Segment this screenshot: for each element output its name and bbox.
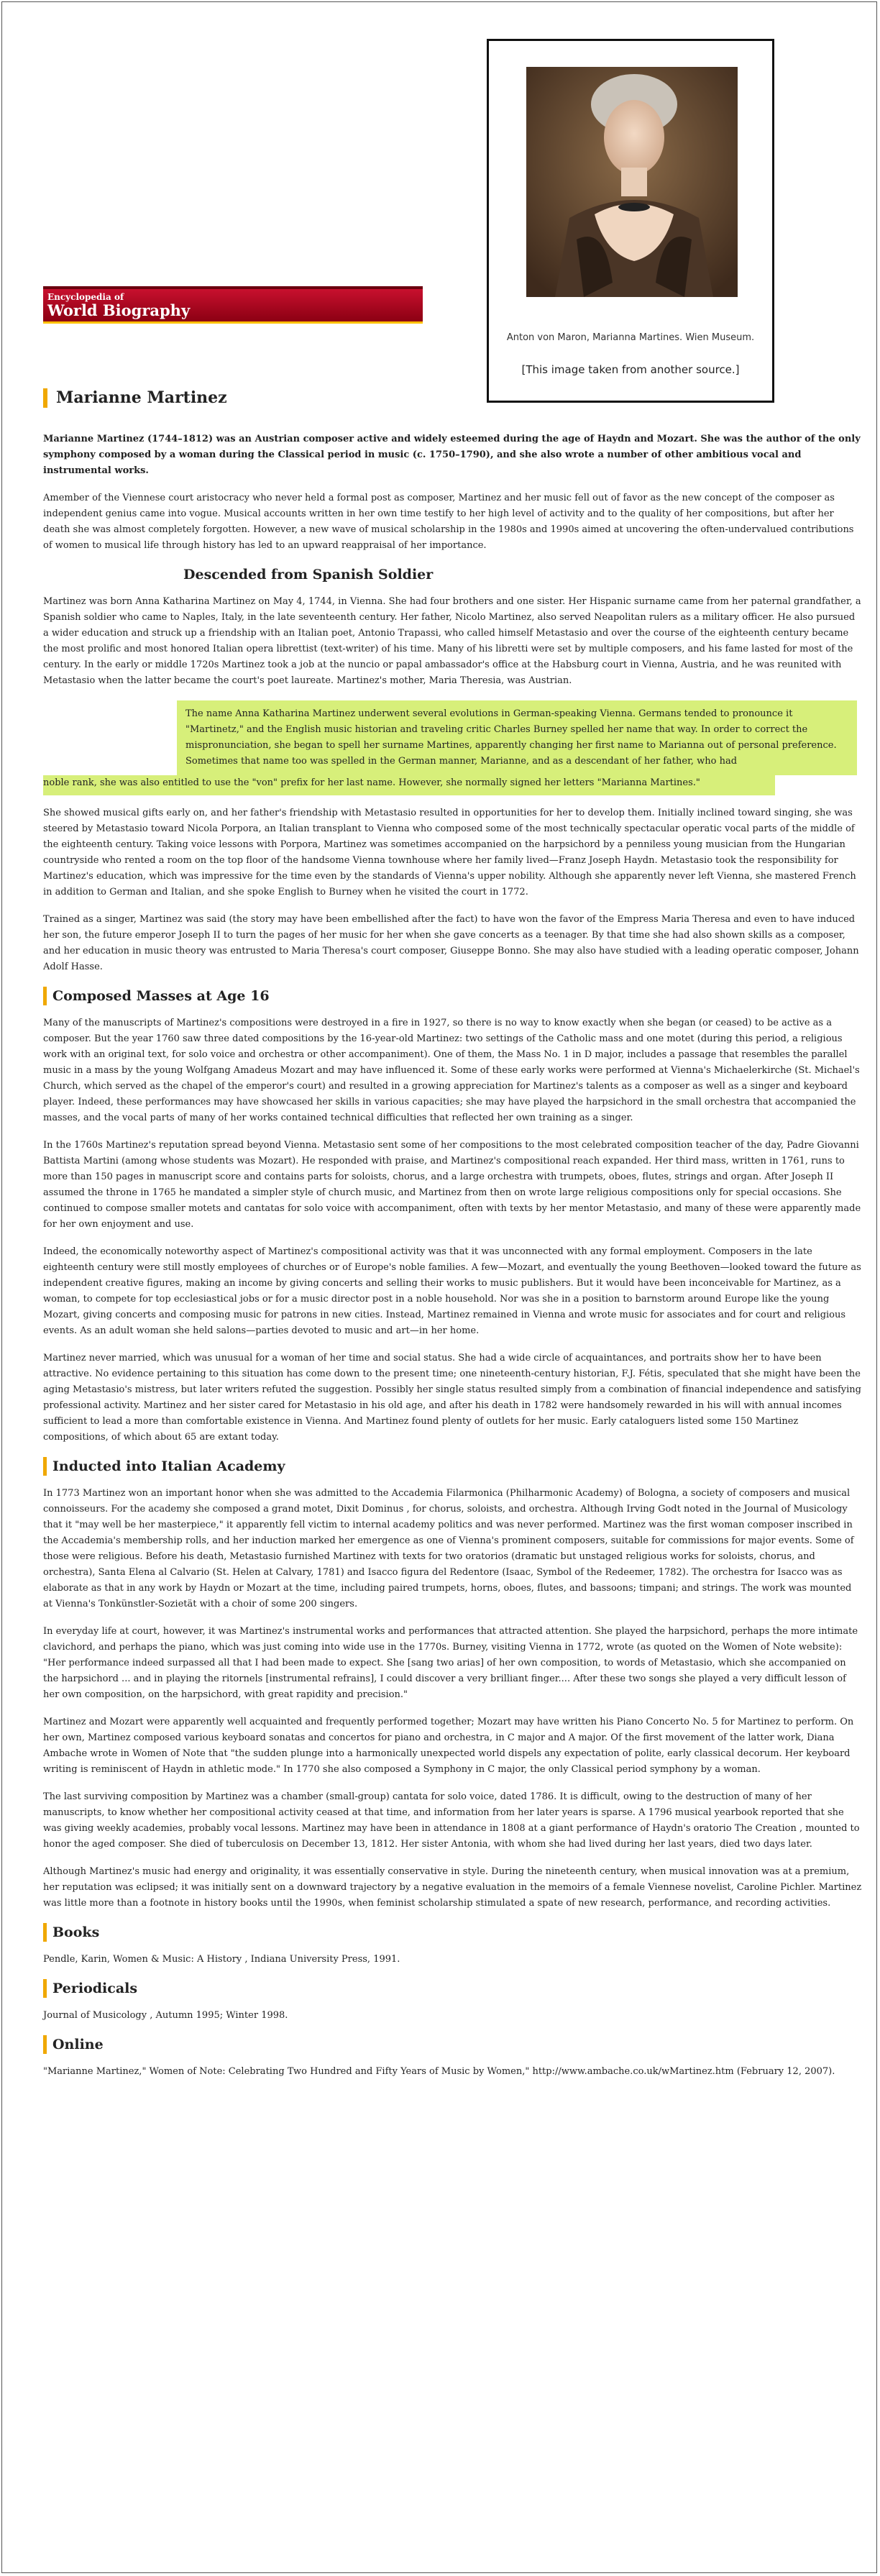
intro-paragraph: Amember of the Viennese court aristocracy who never held a formal post as composer, Martinez and her music fell out of favor as the new concept of the composer as independent genius came into vogue. Musical accounts written in her own time testify to her high level of activity and to the quality of her compositions, but after her death she was almost completely forgotten. However, a new wave of musical scholarship in the 1980s and 1990s aimed at uncovering the often-undervalued contributions of women to musical life through history has led to an upward reappraisal of her importance. (43, 493, 854, 551)
paragraph: Trained as a singer, Martinez was said (the story may have been embellished after the fact) to have won the favor of the Empress Maria Theresa and even to have induced her son, the future emperor Joseph II to turn the pages of her music for her when she gave concerts as a teenager. By that time she had also shown skills as a composer, and her education in music theory was entrusted to Maria Theresa's court composer, Giuseppe Bonno. She may also have studied with a leading operatic composer, Johann Adolf Hasse. (43, 914, 859, 972)
books-entry: Pendle, Karin, Women & Music: A History , Indiana University Press, 1991. (43, 1954, 400, 1965)
section-heading-online: Online (43, 2035, 863, 2054)
paragraph: Although Martinez's music had energy and originality, it was essentially conservative in style. During the nineteenth century, when musical innovation was at a premium, her reputation was eclipsed; it was initially sent on a downward trajectory by a negative evaluation in the memoirs of a female Viennese novelist, Caroline Pichler. Martinez was little more than a footnote in history books until the 1990s, when feminist scholarship stimulated a spate of new research, performance, and recording activities. (43, 1866, 862, 1909)
paragraph: Many of the manuscripts of Martinez's compositions were destroyed in a fire in 1927, so there is no way to know exactly when she began (or ceased) to be active as a composer. But the year 1760 saw three dated compositions by the 16-year-old Martinez: two settings of the Catholic mass and one motet (during this period, a religious work with an original text, for solo voice and orchestra or other accompaniment). One of them, the Mass No. 1 in D major, includes a passage that resembles the parallel music in a mass by the young Wolfgang Amadeus Mozart and may have influenced it. Some of these early works were performed at Vienna's Michaelerkirche (St. Michael's Church, which served as the chapel of the emperor's court) and resulted in a growing appreciation for Martinez's talents as a composer as well as a singer and keyboard player. Indeed, these performances may have showcased her skills in various capacities; she may have played the harpsichord in the small orchestra that accompanied the masses, and the vocal parts of many of her works contained technical difficulties that reflected her own training as a singer. (43, 1018, 860, 1123)
page-title: Marianne Martinez (43, 388, 227, 408)
highlighted-text (185, 706, 848, 769)
article-body (43, 431, 863, 2091)
paragraph: In the 1760s Martinez's reputation spread beyond Vienna. Metastasio sent some of her compositions to the most celebrated composition teacher of the day, Padre Giovanni Battista Martini (among whose students was Mozart). He responded with praise, and Martinez's compositional reach expanded. Her third mass, written in 1761, runs to more than 150 pages in manuscript score and contains parts for soloists, chorus, and a large orchestra with trumpets, oboes, flutes, strings and organ. After Joseph II assumed the throne in 1765 he mandated a simpler style of church music, and Martinez from then on wrote large religious compositions only for special occasions. She continued to compose smaller motets and cantatas for solo voice with accompaniment, often with texts by her mentor Metastasio, and many of these were apparently made for her own enjoyment and use. (43, 1140, 861, 1230)
highlight-tail: noble rank, she was also entitled to use the "von" prefix for her last name. However, she normally signed her letters "Marianna Martines." (43, 775, 775, 795)
paragraph: She showed musical gifts early on, and her father's friendship with Metastasio resulted in opportunities for her to develop them. Initially inclined toward singing, she was steered by Metastasio toward Nicola Porpora, an Italian transplant to Vienna who composed some of the most technically spectacular operatic vocal parts of the middle of the eighteenth century. Taking voice lessons with Porpora, Martinez was sometimes accompanied on the harpsichord by a penniless young musician from the Hungarian countryside who rented a room on the top floor of the handsome Vienna townhouse where her family lived—Franz Joseph Haydn. Metastasio took the responsibility for Martinez's education, which was impressive for the time even by the standards of Vienna's upper nobility. Although she apparently never left Vienna, she mastered French in addition to German and Italian, and she spoke English to Burney when he visited the court in 1772. (43, 808, 856, 898)
section-heading-masses: Composed Masses at Age 16 (43, 987, 863, 1005)
encyclopedia-logo (43, 286, 423, 324)
image-source-link[interactable]: [This image taken from another source.] (521, 363, 740, 376)
highlight-main: The name Anna Katharina Martinez underwent several evolutions in German-speaking Vienna. Germans tended to pronounce it "Martinetz," and the English music historian and traveling critic Charles Burney spelled her name that way. In order to correct the mispronunciation, she began to spell her surname Martines, apparently changing her first name to Marianna out of personal preference. Sometimes that name too was spelled in the German manner, Marianne, and as a descendant of her father, who had (185, 708, 837, 767)
paragraph: Martinez and Mozart were apparently well acquainted and frequently performed together; Mozart may have written his Piano Concerto No. 5 for Martinez to perform. On her own, Martinez composed various keyboard sonatas and concertos for piano and orchestra, in C major and A major. Of the first movement of the latter work, Diana Ambache wrote in Women of Note that "the sudden plunge into a harmonically unexpected world dispels any expectation of polite, early classical decorum. Her keyboard writing is reminiscent of Haydn in athletic mode." In 1770 she also composed a Symphony in C major, the only Classical period symphony by a woman. (43, 1717, 854, 1775)
logo-small-text: Encyclopedia of (47, 292, 124, 302)
paragraph: Indeed, the economically noteworthy aspect of Martinez's compositional activity was that it was unconnected with any formal employment. Composers in the late eighteenth century were still mostly employees of churches or of Europe's noble families. A few—Mozart, and eventually the young Beethoven—looked toward the future as independent creative figures, making an income by giving concerts and selling their works to music publishers. But it would have been inconceivable for Martinez, as a woman, to compete for top ecclesiastical jobs or for a music director post in a noble household. Nor was she in a position to barnstorm around Europe like the young Mozart, giving concerts and composing music for patrons in new cities. Instead, Martinez remained in Vienna and wrote music for associates and for court and religious events. As an adult woman she held salons—parties devoted to music and art—in her home. (43, 1246, 861, 1336)
paragraph: Martinez was born Anna Katharina Martinez on May 4, 1744, in Vienna. She had four brothers and one sister. Her Hispanic surname came from her paternal grandfather, a Spanish soldier who came to Naples, Italy, in the late seventeenth century. Her father, Nicolo Martinez, also served Neapolitan rulers as a military officer. He also pursued a wider education and struck up a friendship with an Italian poet, Antonio Trapassi, who called himself Metastasio and over the course of the eighteenth century became the most prolific and most honored Italian opera librettist (text-writer) of his time. Many of his libretti were set by multiple composers, and his fame lasted for most of the century. In the early or middle 1720s Martinez took a job at the nuncio or papal ambassador's office at the Habsburg court in Vienna, Austria, and he was reunited with Metastasio when the latter became the court's poet laureate. Martinez's mother, Maria Theresia, was Austrian. (43, 596, 861, 686)
image-caption: Anton von Maron, Marianna Martines. Wien Museum. (506, 332, 755, 343)
section-heading-periodicals: Periodicals (43, 1979, 863, 1998)
section-heading-spanish-soldier: Descended from Spanish Soldier (183, 567, 434, 583)
paragraph: Martinez never married, which was unusual for a woman of her time and social status. She had a wide circle of acquaintances, and portraits show her to have been attractive. No evidence pertaining to this situation has come down to the present time; one nineteenth-century historian, F.J. Fétis, speculated that she might have been the aging Metastasio's mistress, but later writers refuted the suggestion. Possibly her single status resulted simply from a combination of financial independence and satisfying professional activity. Martinez and her sister cared for Metastasio in his old age, and after his death in 1782 were handsomely rewarded in his will with annual incomes sufficient to lead a more than comfortable existence in Vienna. And Martinez found plenty of outlets for her music. Early cataloguers listed some 150 Martinez compositions, of which about 65 are extant today. (43, 1353, 861, 1443)
lead-paragraph: Marianne Martinez (1744–1812) was an Austrian composer active and widely esteemed during the age of Haydn and Mozart. She was the author of the only symphony composed by a woman during the Classical period in music (c. 1750–1790), and she also wrote a number of other ambitious vocal and instrumental works. (43, 434, 861, 476)
portrait-painting (526, 67, 738, 297)
periodicals-entry: Journal of Musicology , Autumn 1995; Winter 1998. (43, 2010, 288, 2021)
section-heading-books: Books (43, 1923, 863, 1942)
highlighted-passage (177, 700, 857, 775)
online-entry[interactable]: "Marianne Martinez," Women of Note: Celebrating Two Hundred and Fifty Years of Music by Women," http://www.ambache.co.uk/wMartinez.htm (February 12, 2007). (43, 2066, 835, 2077)
portrait-image (526, 67, 738, 297)
paragraph: The last surviving composition by Martinez was a chamber (small-group) cantata for solo voice, dated 1786. It is difficult, owing to the destruction of many of her manuscripts, to know whether her compositional activity ceased at that time, and information from her later years is sparse. A 1796 musical yearbook reported that she was giving weekly academies, probably vocal lessons. Martinez may have been in attendance in 1808 at a giant performance of Haydn's oratorio The Creation , mounted to honor the aged composer. She died of tuberculosis on December 13, 1812. Her sister Antonia, with whom she had lived during her last years, died two days later. (43, 1791, 860, 1850)
portrait-figure (487, 39, 774, 403)
section-heading-academy: Inducted into Italian Academy (43, 1457, 863, 1476)
paragraph: In 1773 Martinez won an important honor when she was admitted to the Accademia Filarmonica (Philharmonic Academy) of Bologna, a society of composers and musical connoisseurs. For the academy she composed a grand motet, Dixit Dominus , for chorus, soloists, and orchestra. Although Irving Godt noted in the Journal of Musicology that it "may well be her masterpiece," it apparently fell victim to internal academy politics and was never performed. Martinez was the first woman composer inscribed in the Accademia's membership rolls, and her induction marked her emergence as one of Vienna's prominent composers, suitable for commissions for major events. Some of those were religious. Before his death, Metastasio furnished Martinez with texts for two oratorios (dramatic but unstaged religious works for soloists, chorus, and orchestra), Santa Elena al Calvario (St. Helen at Calvary, 1781) and Isacco figura del Redentore (Isaac, Symbol of the Redeemer, 1782). The orchestra for Isacco was as elaborate as that in any work by Haydn or Mozart at the time, including paired trumpets, horns, oboes, flutes, and bassoons; timpani; and strings. The work was mounted at Vienna's Tonkünstler-Sozietät with a choir of some 200 singers. (43, 1488, 854, 1609)
paragraph: In everyday life at court, however, it was Martinez's instrumental works and performances that attracted attention. She played the harpsichord, perhaps the more intimate clavichord, and perhaps the piano, which was just coming into wide use in the 1770s. Burney, visiting Vienna in 1772, wrote (as quoted on the Women of Note website): "Her performance indeed surpassed all that I had been made to expect. She [sang two arias] of her own composition, to words of Metastasio, which she accompanied on the harpsichord ... and in playing the ritornels [instrumental refrains], I could discover a very brilliant finger.... After these two songs she played a very difficult lesson of her own composition, on the harpsichord, with great rapidity and precision." (43, 1626, 858, 1700)
logo-big-text: World Biography (47, 301, 191, 319)
